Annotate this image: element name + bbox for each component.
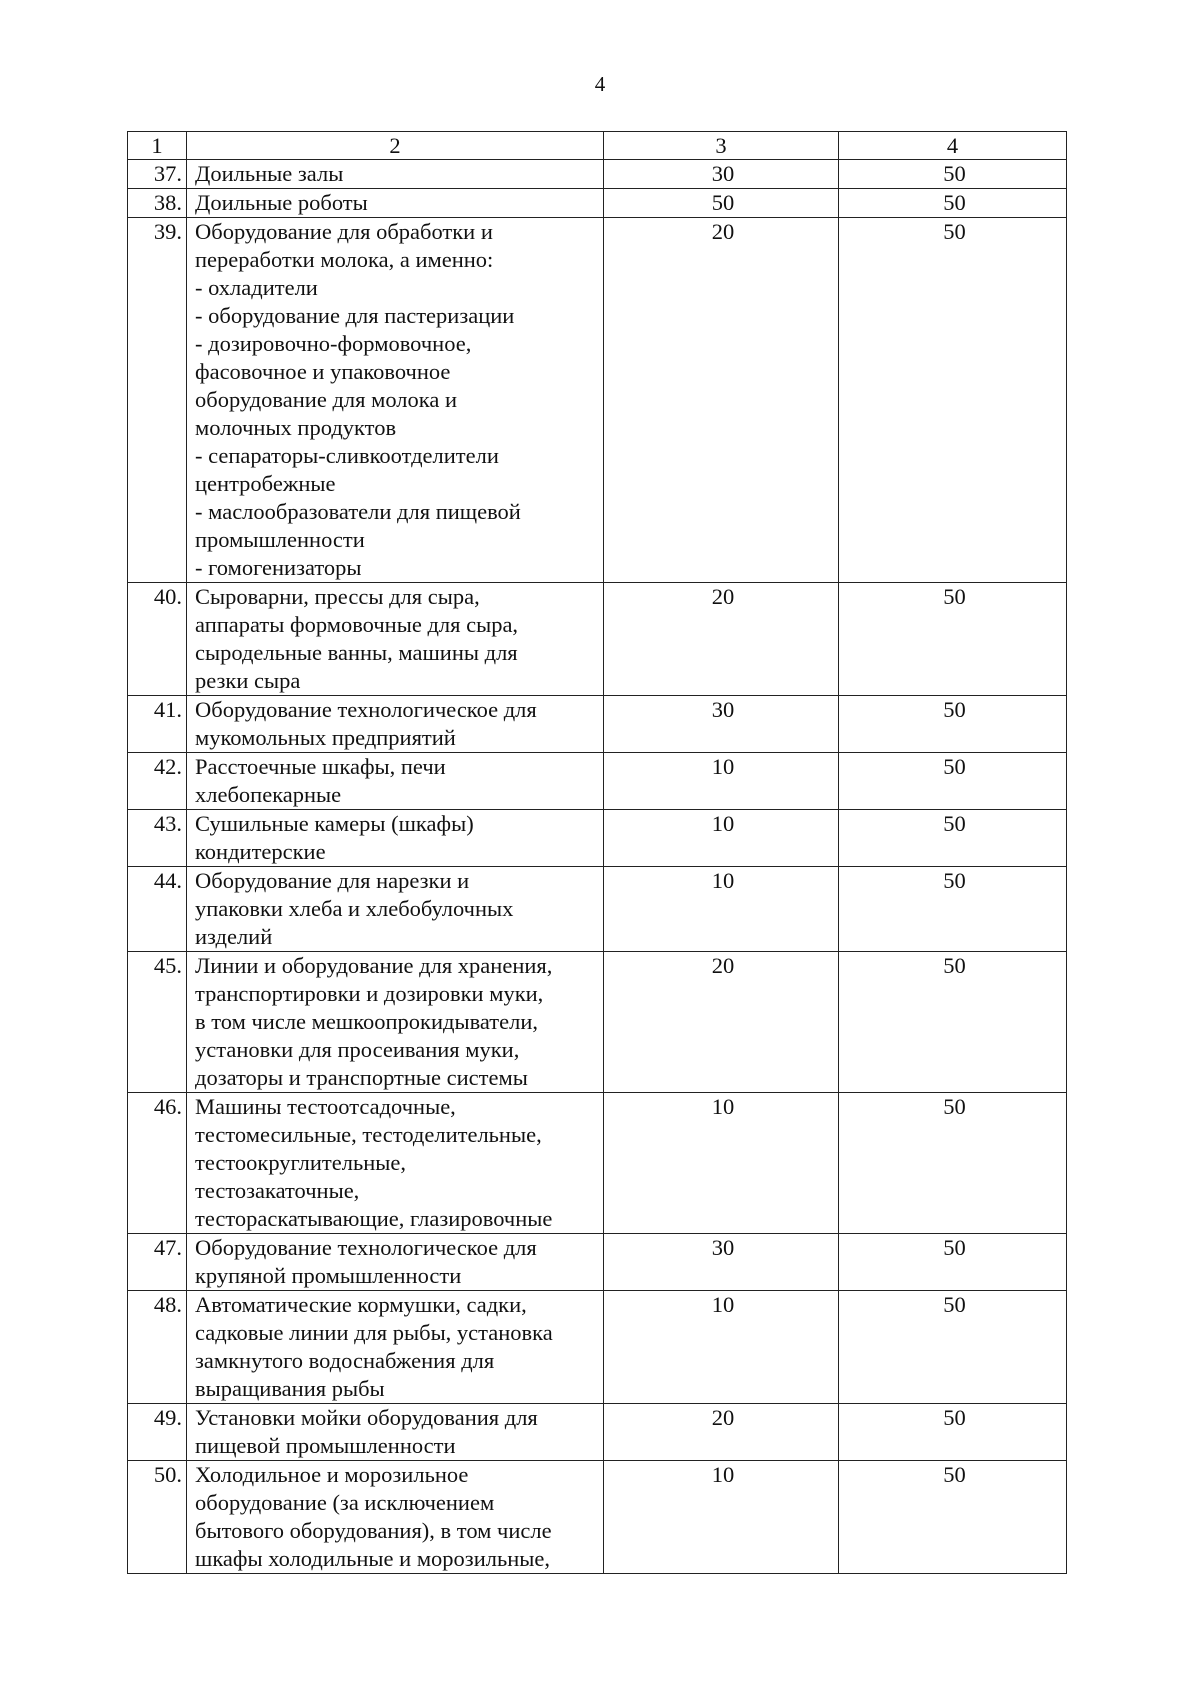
row-description-line: - маслообразователи для пищевой [195, 499, 521, 524]
row-col-4-value: 50 [839, 1461, 1067, 1574]
row-col-3-value: 50 [604, 189, 839, 218]
table-row [128, 160, 1067, 189]
row-description-line: - гомогенизаторы [195, 555, 362, 580]
row-description-line: замкнутого водоснабжения для [195, 1348, 495, 1373]
row-description-line: кондитерские [195, 839, 326, 864]
row-number: 42. [128, 753, 187, 810]
row-description [187, 583, 604, 696]
table-row [128, 810, 1067, 867]
row-description [187, 1234, 604, 1291]
row-col-4-value: 50 [839, 1291, 1067, 1404]
row-description-line: шкафы холодильные и морозильные, [195, 1546, 550, 1571]
row-col-4-value: 50 [839, 1404, 1067, 1461]
row-col-4-value: 50 [839, 189, 1067, 218]
row-number: 50. [128, 1461, 187, 1574]
row-col-4-value: 50 [839, 1234, 1067, 1291]
row-col-3-value: 20 [604, 952, 839, 1093]
row-description-line: мукомольных предприятий [195, 725, 456, 750]
row-description-line: резки сыра [195, 668, 301, 693]
row-description [187, 189, 604, 218]
row-description [187, 696, 604, 753]
row-col-4-value: 50 [839, 753, 1067, 810]
header-col-1: 1 [128, 132, 187, 160]
row-number: 44. [128, 867, 187, 952]
row-description-line: - дозировочно-формовочное, [195, 331, 472, 356]
row-col-3-value: 30 [604, 696, 839, 753]
row-col-3-value: 30 [604, 160, 839, 189]
row-description-line: молочных продуктов [195, 415, 397, 440]
row-description-line: тестозакаточные, [195, 1178, 360, 1203]
table-row [128, 696, 1067, 753]
row-description-line: Холодильное и морозильное [195, 1462, 469, 1487]
row-description-line: тестомесильные, тестоделительные, [195, 1122, 542, 1147]
table-row [128, 583, 1067, 696]
row-number: 45. [128, 952, 187, 1093]
row-description-line: Оборудование для нарезки и [195, 868, 470, 893]
row-col-4-value: 50 [839, 1093, 1067, 1234]
row-col-4-value: 50 [839, 696, 1067, 753]
row-description [187, 1093, 604, 1234]
row-col-4-value: 50 [839, 583, 1067, 696]
equipment-table [127, 131, 1067, 1574]
row-description-line: выращивания рыбы [195, 1376, 385, 1401]
row-description-line: центробежные [195, 471, 336, 496]
row-description-line: Автоматические кормушки, садки, [195, 1292, 527, 1317]
row-description-line: хлебопекарные [195, 782, 342, 807]
row-description [187, 753, 604, 810]
row-description-line: установки для просеивания муки, [195, 1037, 520, 1062]
row-description-line: тестоокруглительные, [195, 1150, 406, 1175]
row-description-line: аппараты формовочные для сыра, [195, 612, 519, 637]
row-col-3-value: 10 [604, 810, 839, 867]
table-row [128, 1093, 1067, 1234]
row-col-3-value: 30 [604, 1234, 839, 1291]
row-description-line: крупяной промышленности [195, 1263, 462, 1288]
row-description-line: Расстоечные шкафы, печи [195, 754, 446, 779]
table-row [128, 1291, 1067, 1404]
row-description-line: сыродельные ванны, машины для [195, 640, 518, 665]
row-description-line: Оборудование технологическое для [195, 1235, 537, 1260]
row-number: 46. [128, 1093, 187, 1234]
row-col-3-value: 10 [604, 1461, 839, 1574]
row-description-line: Сушильные камеры (шкафы) [195, 811, 474, 836]
table-row [128, 952, 1067, 1093]
table-row [128, 1461, 1067, 1574]
table-row [128, 867, 1067, 952]
table-row [128, 189, 1067, 218]
row-description-line: Линии и оборудование для хранения, [195, 953, 553, 978]
row-col-3-value: 20 [604, 583, 839, 696]
row-col-4-value: 50 [839, 810, 1067, 867]
row-description-line: пищевой промышленности [195, 1433, 456, 1458]
row-description-line: бытового оборудования), в том числе [195, 1518, 552, 1543]
row-number: 40. [128, 583, 187, 696]
row-description-line: - оборудование для пастеризации [195, 303, 515, 328]
row-col-3-value: 20 [604, 1404, 839, 1461]
row-number: 43. [128, 810, 187, 867]
row-description-line: - сепараторы-сливкоотделители [195, 443, 499, 468]
row-description [187, 1291, 604, 1404]
row-description-line: дозаторы и транспортные системы [195, 1065, 528, 1090]
row-description-line: Оборудование технологическое для [195, 697, 537, 722]
table-row [128, 218, 1067, 583]
row-description-line: Сыроварни, прессы для сыра, [195, 584, 480, 609]
row-col-3-value: 20 [604, 218, 839, 583]
row-col-3-value: 10 [604, 1093, 839, 1234]
page-number: 4 [594, 72, 606, 96]
row-col-3-value: 10 [604, 1291, 839, 1404]
row-description-line: Доильные роботы [195, 190, 368, 215]
row-col-3-value: 10 [604, 753, 839, 810]
row-description-line: транспортировки и дозировки муки, [195, 981, 544, 1006]
row-number: 49. [128, 1404, 187, 1461]
row-description-line: Машины тестоотсадочные, [195, 1094, 456, 1119]
row-description-line: тестораскатывающие, глазировочные [195, 1206, 553, 1231]
row-number: 47. [128, 1234, 187, 1291]
row-number: 41. [128, 696, 187, 753]
row-description-line: оборудование для молока и [195, 387, 458, 412]
header-col-2: 2 [187, 132, 604, 160]
row-description-line: садковые линии для рыбы, установка [195, 1320, 553, 1345]
row-description-line: фасовочное и упаковочное [195, 359, 451, 384]
row-description-line: изделий [195, 924, 273, 949]
row-description-line: упаковки хлеба и хлебобулочных [195, 896, 514, 921]
row-description-line: - охладители [195, 275, 318, 300]
row-description-line: Установки мойки оборудования для [195, 1405, 538, 1430]
row-number: 48. [128, 1291, 187, 1404]
row-description-line: оборудование (за исключением [195, 1490, 495, 1515]
row-description [187, 218, 604, 583]
table-row [128, 1234, 1067, 1291]
row-description-line: Доильные залы [195, 161, 344, 186]
row-col-4-value: 50 [839, 160, 1067, 189]
row-description [187, 810, 604, 867]
row-number: 38. [128, 189, 187, 218]
row-description [187, 160, 604, 189]
table-row [128, 1404, 1067, 1461]
row-col-3-value: 10 [604, 867, 839, 952]
header-col-4: 4 [839, 132, 1067, 160]
row-description-line: в том числе мешкоопрокидыватели, [195, 1009, 539, 1034]
row-description-line: промышленности [195, 527, 365, 552]
row-col-4-value: 50 [839, 952, 1067, 1093]
row-col-4-value: 50 [839, 867, 1067, 952]
row-description [187, 952, 604, 1093]
row-col-4-value: 50 [839, 218, 1067, 583]
row-description [187, 867, 604, 952]
row-description-line: Оборудование для обработки и [195, 219, 493, 244]
table-header-row [128, 132, 1067, 160]
table-row [128, 753, 1067, 810]
row-number: 37. [128, 160, 187, 189]
header-col-3: 3 [604, 132, 839, 160]
row-number: 39. [128, 218, 187, 583]
row-description [187, 1404, 604, 1461]
row-description-line: переработки молока, а именно: [195, 247, 494, 272]
row-description [187, 1461, 604, 1574]
